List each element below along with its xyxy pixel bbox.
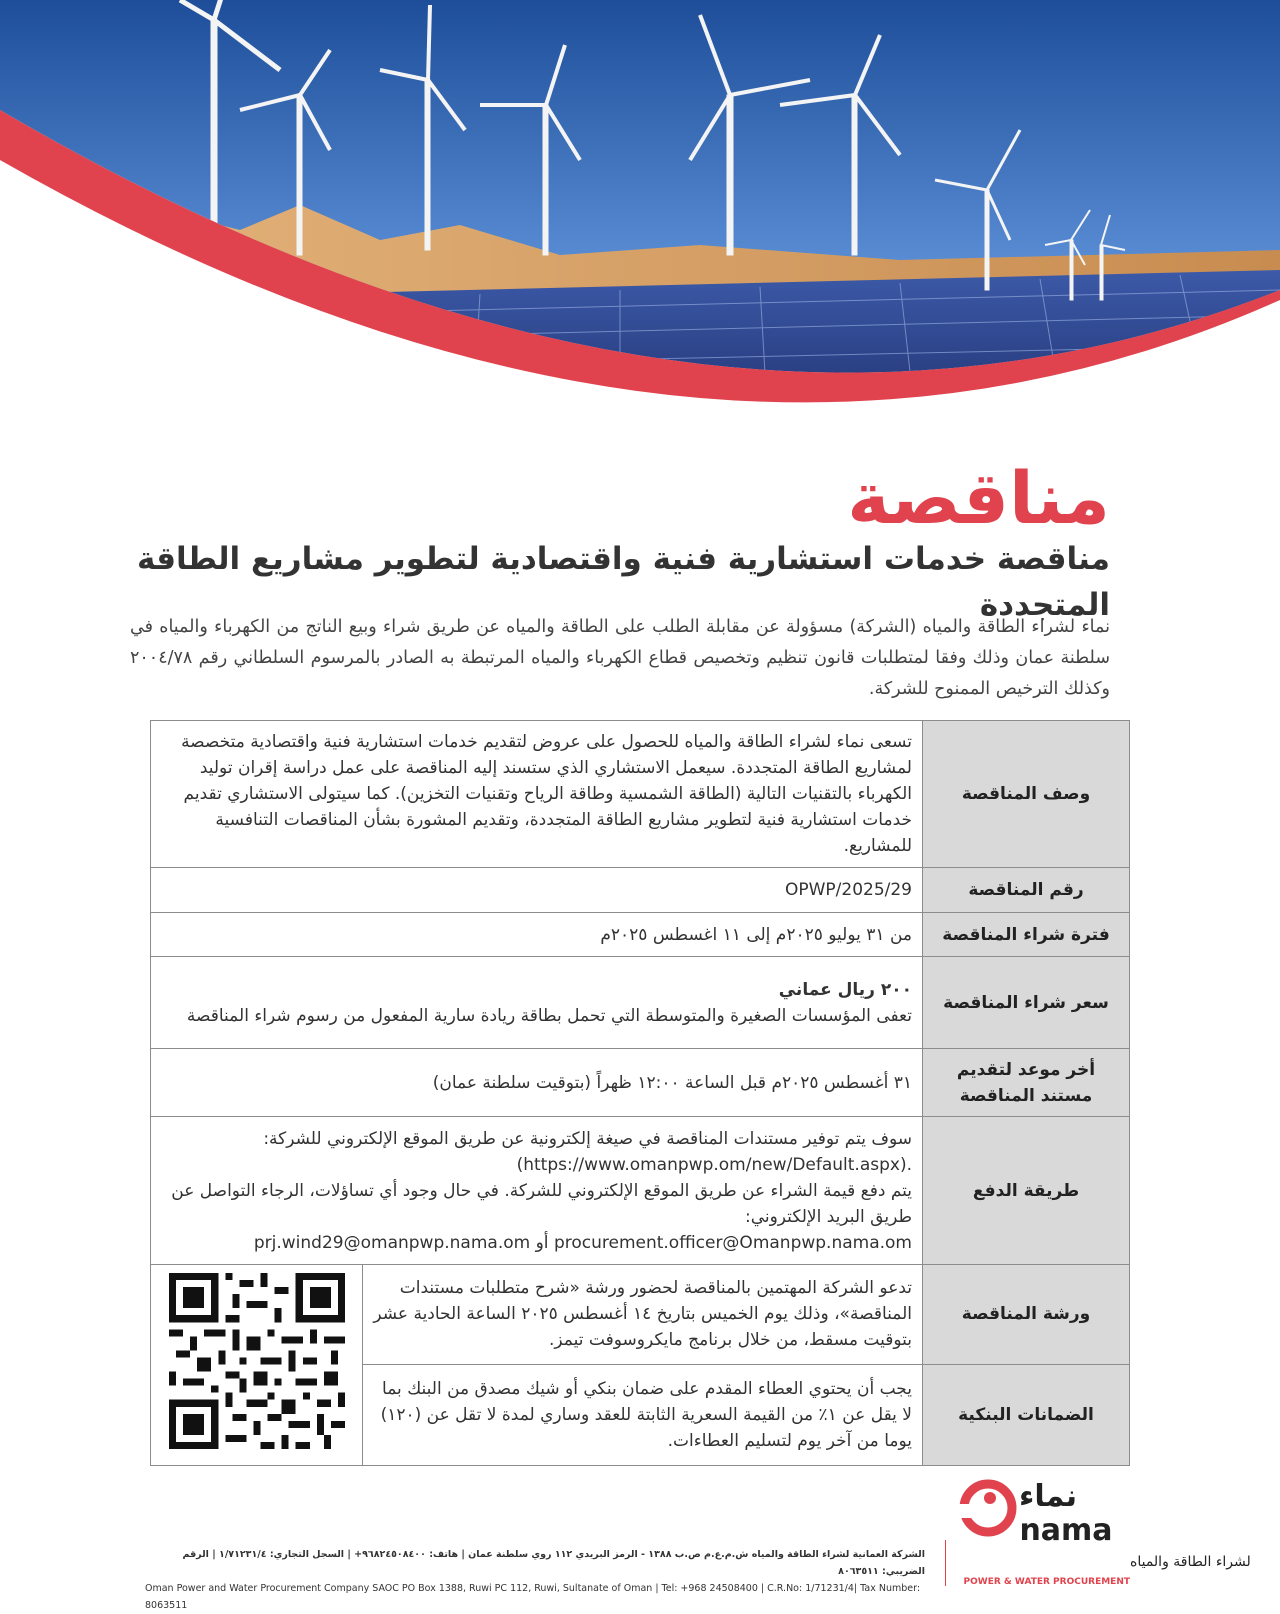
logo-tagline-ar: لشراء الطاقة والمياه (1130, 1554, 1251, 1570)
tender-details-table (150, 720, 1130, 1466)
email-link-project[interactable]: prj.wind29@omanpwp.nama.om (253, 1232, 531, 1253)
table-row-period (151, 913, 1130, 957)
table-row-number (151, 868, 1130, 913)
row-label: الضمانات البنكية (923, 1364, 1130, 1465)
price-value (151, 957, 923, 1049)
table-row-price (151, 957, 1130, 1049)
row-label: أخر موعد لتقديم مستند المناقصة (923, 1049, 1130, 1117)
website-link[interactable]: (https://www.omanpwp.om/new/Default.aspx). (516, 1154, 912, 1175)
row-label: طريقة الدفع (923, 1117, 1130, 1265)
logo-arabic-text: نماء (1019, 1479, 1077, 1514)
table-row-workshop (151, 1265, 1130, 1365)
price-exemption-note: تعفى المؤسسات الصغيرة والمتوسطة التي تحمل بطاقة ريادة سارية المفعول من رسوم شراء المناقصة (186, 1005, 912, 1026)
table-row-payment (151, 1117, 1130, 1265)
logo-latin-text: nama (1019, 1513, 1113, 1548)
table-row-deadline (151, 1049, 1130, 1117)
workshop-value: تدعو الشركة المهتمين بالمناقصة لحضور ورشة «شرح متطلبات مستندات المناقصة»، وذلك يوم الخميس بتاريخ ١٤ أغسطس ٢٠٢٥ الساعة الحادية عشر بتوقيت مسقط، من خلال برنامج مايكروسوفت تيمز. (363, 1265, 923, 1365)
table-row-description (151, 721, 1130, 868)
nama-logo-mark-icon (940, 1478, 1251, 1590)
tender-number: OPWP/2025/29 (784, 880, 912, 900)
row-label: سعر شراء المناقصة (923, 957, 1130, 1049)
row-label: رقم المناقصة (923, 868, 1130, 913)
footer-line-arabic: الشركة العمانية لشراء الطاقة والمياه ش.م.ع.م ص.ب ١٣٨٨ - الرمز البريدي ١١٢ روي سلطنة عمان | هاتف: ٩٦٨٢٤٥٠٨٤٠٠+ | السجل التجاري: ١/٧١٢٣١/٤ | الرقم الضريبي: ٨٠٦٣٥١١ (182, 1549, 925, 1577)
logo-tagline-en: POWER & WATER PROCUREMENT (963, 1577, 1130, 1587)
intro-paragraph: نماء لشراء الطاقة والمياه (الشركة) مسؤولة عن مقابلة الطلب على الطاقة والمياه عن طريق شراء وبيع الناتج من الكهرباء والمياه في سلطنة عمان وذلك وفقا لمتطلبات قانون تنظيم وتخصيص قطاع الكهرباء والمياه المرتبطة به الصادر بالمرسوم السلطاني رقم ٢٠٠٤/٧٨ وكذلك الترخيص الممنوح للشركة. (130, 617, 1110, 699)
page-title: مناقصة (847, 456, 1110, 540)
page-subtitle: مناقصة خدمات استشارية فنية واقتصادية لتطوير مشاريع الطاقة المتجددة (136, 541, 1110, 623)
footer-line-english: Oman Power and Water Procurement Company SAOC PO Box 1388, Ruwi PC 112, Ruwi, Sultanate of Oman | Tel: +968 24508400 | C.R.No: 1/71231/4| Tax Number: 8063511 (145, 1583, 921, 1611)
description-value: تسعى نماء لشراء الطاقة والمياه للحصول على عروض لتقديم خدمات استشارية فنية واقتصادية متخصصة لمشاريع الطاقة المتجددة. سيعمل الاستشاري الذي ستسند إليه المناقصة على عمل دراسة إقران توليد الكهرباء بالتقنيات التالية (الطاقة الشمسية وطاقة الرياح وتقنيات التخزين). كما سيتولى الاستشاري تقديم خدمات استشارية فنية لتطوير مشاريع الطاقة المتجددة، وتقديم المشورة بشأن المناقصات التنافسية للمشاريع. (151, 721, 923, 868)
or-text: أو (535, 1232, 549, 1253)
price-amount: ٢٠٠ ريال عماني (778, 979, 912, 1000)
row-label: ورشة المناقصة (923, 1265, 1130, 1365)
row-label: فترة شراء المناقصة (923, 913, 1130, 957)
qr-code-cell (151, 1265, 363, 1466)
guarantee-value: يجب أن يحتوي العطاء المقدم على ضمان بنكي أو شيك مصدق من البنك بما لا يقل عن ١٪ من القيمة السعرية الثابتة للعقد وساري لمدة لا تقل عن (١٢٠) يوما من آخر يوم لتسليم العطاءات. (363, 1364, 923, 1465)
deadline-value: ٣١ أغسطس ٢٠٢٥م قبل الساعة ١٢:٠٠ ظهراً (بتوقيت سلطنة عمان) (151, 1049, 923, 1117)
qr-code-icon[interactable] (169, 1273, 345, 1449)
email-line (161, 1230, 912, 1256)
tender-heading (130, 458, 1110, 628)
nama-logo (940, 1478, 1251, 1590)
payment-line-1: سوف يتم توفير مستندات المناقصة في صيغة إلكترونية عن طريق الموقع الإلكتروني للشركة: (263, 1128, 912, 1149)
email-link-procurement[interactable]: procurement.officer@Omanpwp.nama.om (553, 1232, 912, 1253)
hero-banner-image (0, 0, 1280, 460)
footer-contact (145, 1546, 925, 1614)
payment-line-2: يتم دفع قيمة الشراء عن طريق الموقع الإلكتروني للشركة. في حال وجود أي تساؤلات، الرجاء التواصل عن طريق البريد الإلكتروني: (171, 1180, 912, 1227)
purchase-period-value: من ٣١ يوليو ٢٠٢٥م إلى ١١ اغسطس ٢٠٢٥م (151, 913, 923, 957)
row-label: وصف المناقصة (923, 721, 1130, 868)
footer-divider (945, 1540, 946, 1586)
tender-number-value (151, 868, 923, 913)
payment-value (151, 1117, 923, 1265)
